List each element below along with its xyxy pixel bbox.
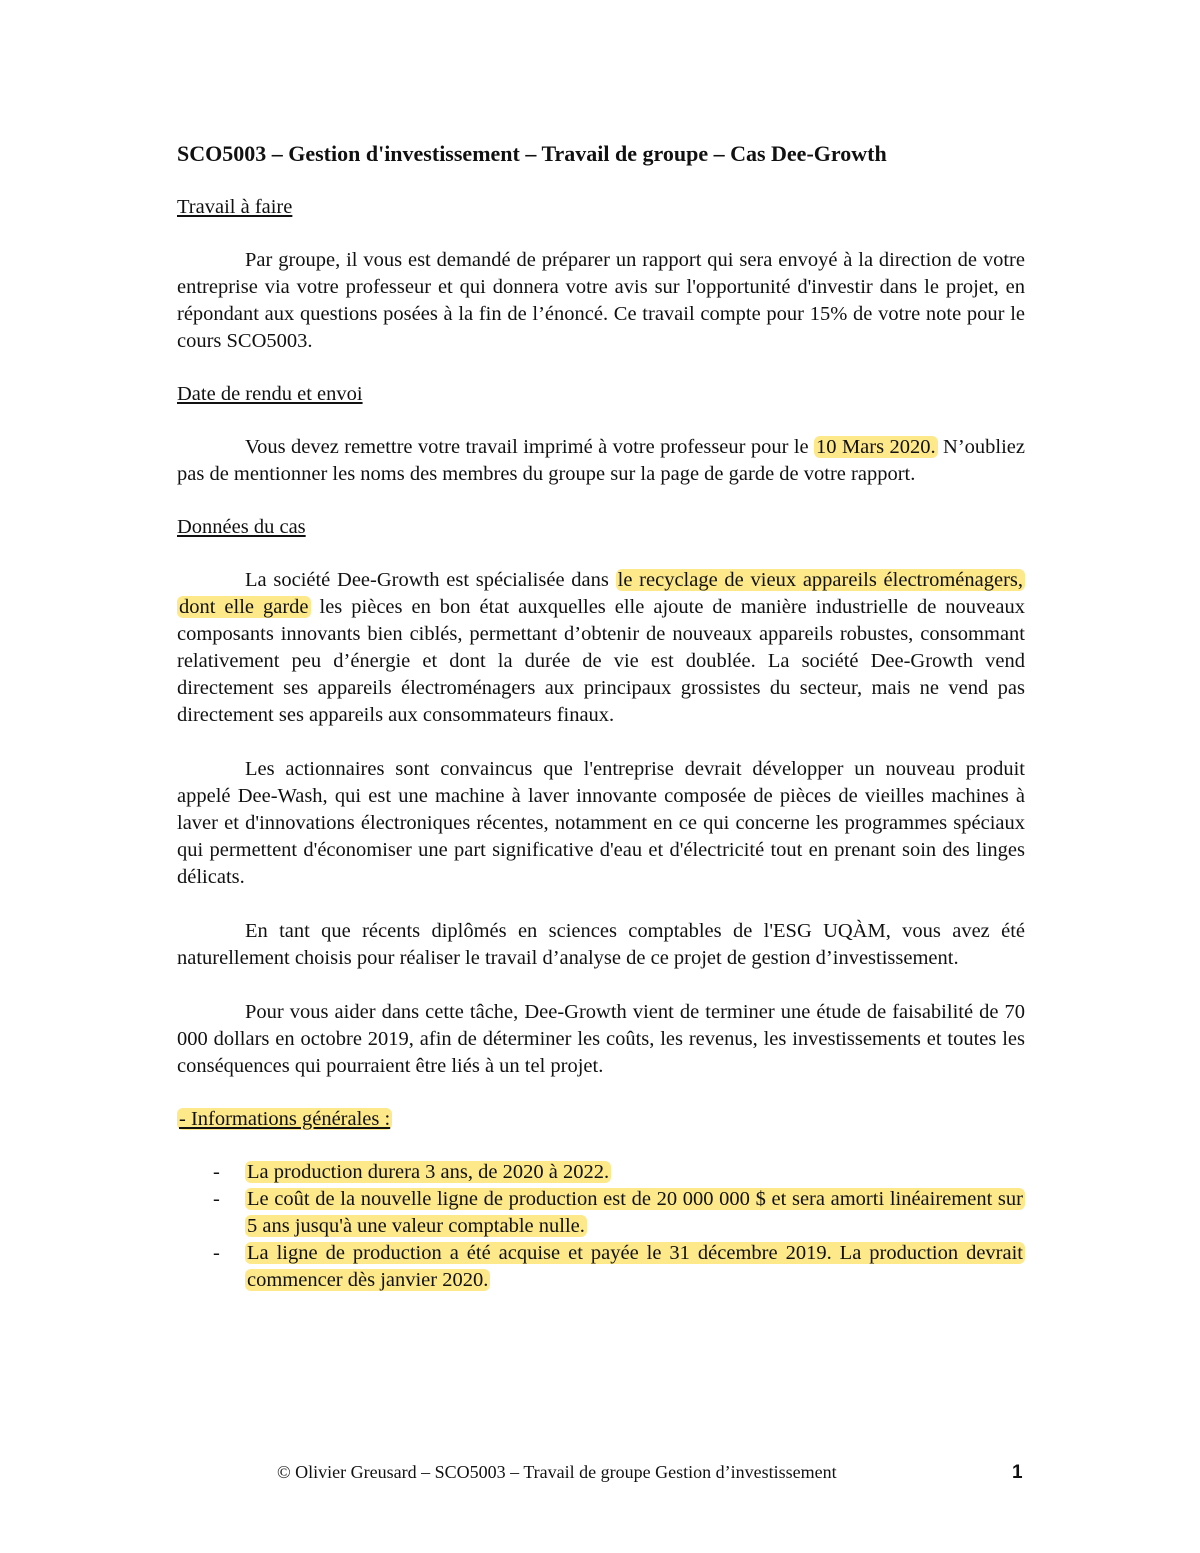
paragraph-date <box>177 434 1025 488</box>
list-item <box>177 1159 1025 1186</box>
bullet-dash: - <box>213 1242 220 1264</box>
list-item-text: Le coût de la nouvelle ligne de production est de 20 000 000 $ et sera amorti linéairement sur 5 ans jusqu'à une valeur comptable nulle. <box>247 1188 1023 1237</box>
heading-travail-a-faire: Travail à faire <box>177 196 293 218</box>
heading-date-rendu: Date de rendu et envoi <box>177 383 363 405</box>
general-info-list <box>177 1159 1025 1294</box>
bullet-dash: - <box>213 1161 220 1183</box>
company-text-after: les pièces en bon état auxquelles elle ajoute de manière industrielle de nouveaux composants innovants bien ciblés, permettant d’obtenir de nouveaux appareils robustes, consommant relativement peu d’énergie et dont la durée de vie est doublée. La société Dee-Growth vend directement ses appareils électroménagers aux principaux grossistes du secteur, mais ne vend pas directement ses appareils aux consommateurs finaux. <box>177 596 1025 726</box>
document-page <box>177 140 1025 1294</box>
paragraph-company <box>177 567 1025 729</box>
spacer <box>177 729 1025 756</box>
paragraph-shareholders: Les actionnaires sont convaincus que l'entreprise devrait développer un nouveau produit appelé Dee-Wash, qui est une machine à laver innovante composée de pièces de vieilles machines à laver et d'innovations électroniques récentes, notamment en ce qui concerne les programmes spéciaux qui permettent d'économiser une part significative d'eau et d'électricité tout en prenant soin des linges délicats. <box>177 758 1025 888</box>
spacer <box>177 972 1025 999</box>
list-item <box>177 1240 1025 1294</box>
page-number: 1 <box>1012 1462 1023 1483</box>
date-text-after: N’oubliez pas de mentionner les noms des membres du groupe sur la page de garde de votre rapport. <box>177 436 1025 485</box>
highlight-recycling: le recyclage de vieux appareils électroménagers, dont elle garde <box>179 569 1023 618</box>
date-text-before: Vous devez remettre votre travail imprimé à votre professeur pour le <box>245 436 815 458</box>
list-item-text: La production durera 3 ans, de 2020 à 2022. <box>247 1161 610 1183</box>
footer-copyright: © Olivier Greusard – SCO5003 – Travail de groupe Gestion d’investissement <box>277 1462 837 1482</box>
bullet-dash: - <box>213 1188 220 1210</box>
heading-donnees-cas: Données du cas <box>177 516 306 538</box>
list-item-text: La ligne de production a été acquise et payée le 31 décembre 2019. La production devrait commencer dès janvier 2020. <box>247 1242 1023 1291</box>
highlight-due-date: 10 Mars 2020. <box>816 436 936 458</box>
spacer <box>177 891 1025 918</box>
highlight-info-heading: - Informations générales : <box>179 1108 391 1130</box>
document-title: SCO5003 – Gestion d'investissement – Travail de groupe – Cas Dee-Growth <box>177 141 887 166</box>
paragraph-feasibility: Pour vous aider dans cette tâche, Dee-Growth vient de terminer une étude de faisabilité de 70 000 dollars en octobre 2019, afin de déterminer les coûts, les revenus, les investissements et toutes les conséquences qui pourraient être liés à un tel projet. <box>177 1001 1025 1077</box>
heading-informations-generales <box>177 1106 1025 1133</box>
paragraph-travail: Par groupe, il vous est demandé de préparer un rapport qui sera envoyé à la direction de votre entreprise via votre professeur et qui donnera votre avis sur l'opportunité d'investir dans le projet, en répondant aux questions posées à la fin de l’énoncé. Ce travail compte pour 15% de votre note pour le cours SCO5003. <box>177 249 1025 352</box>
company-text-before: La société Dee-Growth est spécialisée dans <box>245 569 616 591</box>
list-item <box>177 1186 1025 1240</box>
paragraph-graduates: En tant que récents diplômés en sciences comptables de l'ESG UQÀM, vous avez été naturellement choisis pour réaliser le travail d’analyse de ce projet de gestion d’investissement. <box>177 920 1025 969</box>
